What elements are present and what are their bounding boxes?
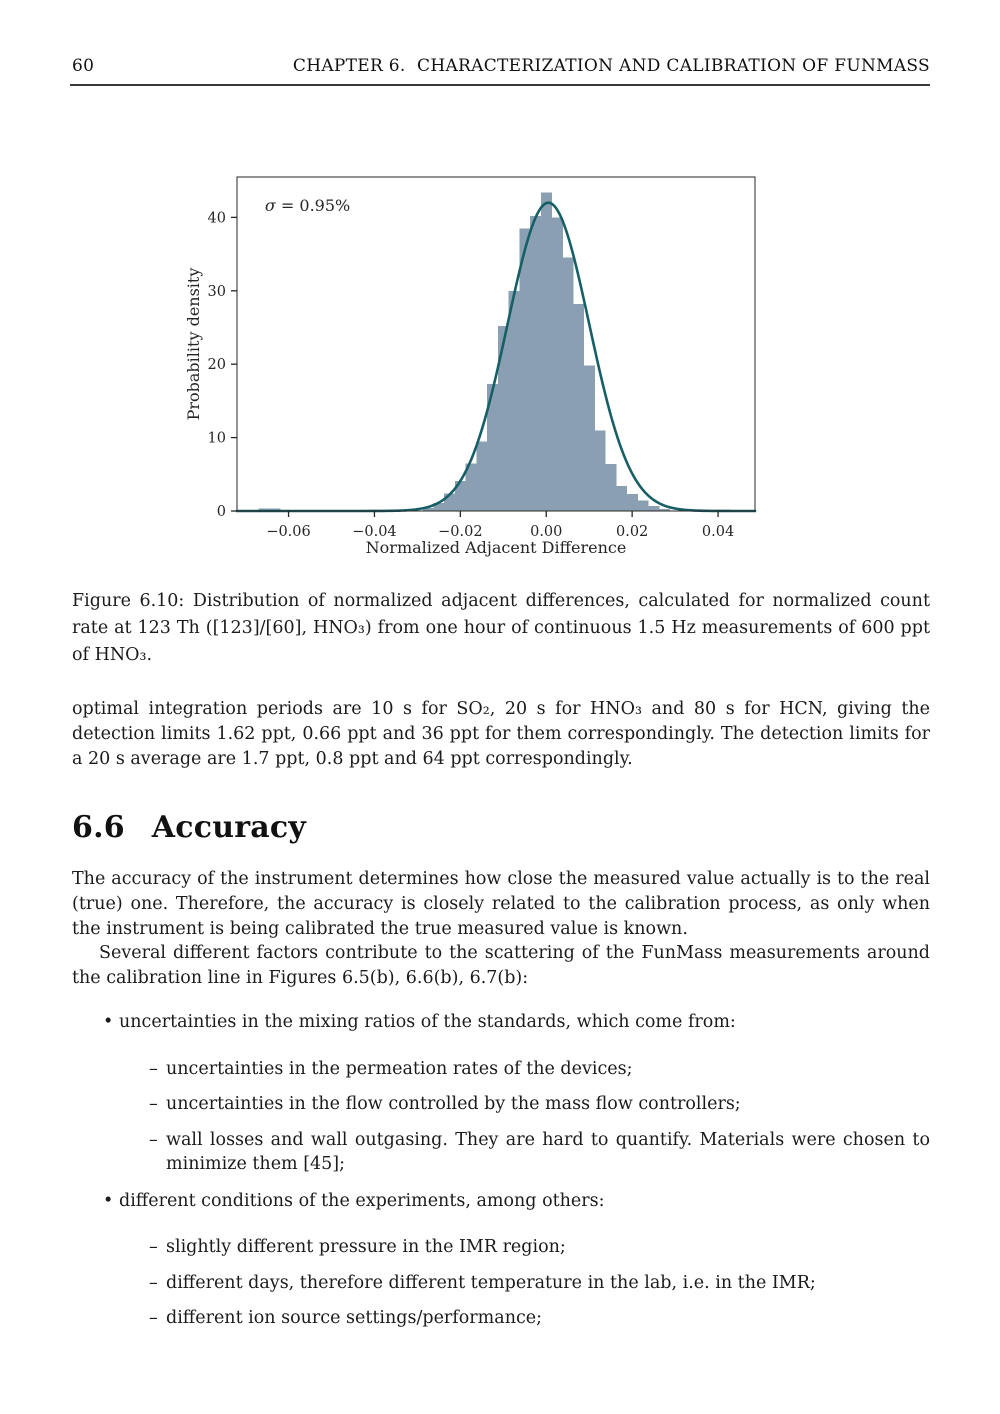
- figure-6-10-chart: [180, 165, 770, 560]
- list-item-text: uncertainties in the permeation rates of the devices;: [166, 1058, 633, 1079]
- histogram-bar: [616, 486, 627, 511]
- x-tick-label: 0.02: [616, 524, 649, 540]
- y-tick-label: 20: [207, 357, 226, 374]
- list-item-text: different ion source settings/performance;: [166, 1308, 543, 1328]
- running-header-title: CHAPTER 6. CHARACTERIZATION AND CALIBRATION OF FUNMASS: [292, 56, 930, 76]
- section-heading-accuracy: [72, 810, 306, 845]
- y-tick-label: 10: [207, 430, 226, 447]
- y-axis-label: Probability density: [184, 267, 203, 421]
- list-item: [72, 1306, 930, 1331]
- figure-caption: [72, 588, 930, 669]
- list-item: [72, 1092, 930, 1117]
- histogram-bar: [627, 494, 638, 511]
- x-tick-label: −0.06: [266, 524, 311, 540]
- x-axis-label: Normalized Adjacent Difference: [365, 538, 627, 557]
- list-item: [72, 1189, 930, 1214]
- histogram-bar: [519, 228, 530, 511]
- histogram-bar: [530, 216, 541, 511]
- sigma-annotation: σ = 0.95%: [264, 195, 351, 215]
- list-item-text: different days, therefore different temperature in the lab, i.e. in the IMR;: [166, 1272, 816, 1293]
- header-rule: [70, 84, 930, 86]
- histogram-bar: [605, 464, 616, 511]
- list-item: [72, 1057, 930, 1082]
- list-item-text: slightly different pressure in the IMR region;: [166, 1237, 566, 1257]
- histogram-bar: [595, 430, 606, 511]
- page-header: [72, 56, 930, 76]
- dash-marker: –: [149, 1272, 158, 1293]
- page-number: 60: [72, 56, 95, 76]
- y-tick-label: 30: [207, 283, 226, 300]
- histogram-bar: [648, 506, 659, 511]
- section-number: 6.6: [72, 810, 125, 845]
- histogram-bar: [562, 258, 573, 511]
- dash-marker: –: [149, 1094, 158, 1114]
- x-tick-label: −0.02: [438, 524, 483, 540]
- bullet-marker: •: [103, 1012, 114, 1032]
- dash-marker: –: [149, 1058, 158, 1079]
- list-item-text: uncertainties in the flow controlled by the mass flow controllers;: [166, 1094, 741, 1114]
- bullet-marker: •: [103, 1190, 114, 1211]
- figure-caption-label: Figure 6.10:: [72, 591, 185, 611]
- histogram-bar: [573, 304, 584, 511]
- histogram-bar: [552, 217, 563, 511]
- histogram-bar: [638, 501, 649, 511]
- list-item: [72, 1128, 930, 1177]
- body-paragraph-detection-limits: optimal integration periods are 10 s for SO₂, 20 s for HNO₃ and 80 s for HCN, giving the detection limits 1.62 ppt, 0.66 ppt and 36 ppt for them correspondingly. The detection limits for a 20 s average are 1.7 ppt, 0.8 ppt and 64 ppt correspondingly.: [72, 699, 930, 769]
- list-item: [72, 1271, 930, 1296]
- figure-caption-text: Distribution of normalized adjacent differences, calculated for normalized count rate at 123 Th ([123]/[60], HNO₃) from one hour of continuous 1.5 Hz measurements of 600 ppt of HNO₃.: [72, 591, 930, 665]
- histogram-bar: [498, 326, 509, 511]
- factors-list: [72, 1010, 930, 1342]
- dash-marker: –: [149, 1237, 158, 1257]
- y-tick-label: 0: [216, 504, 226, 520]
- histogram-bar: [541, 192, 552, 511]
- section-title: Accuracy: [151, 810, 306, 845]
- y-tick-label: 40: [207, 210, 226, 227]
- list-item-text: different conditions of the experiments, among others:: [119, 1190, 605, 1211]
- body-paragraph-accuracy: The accuracy of the instrument determines how close the measured value actually is to the real (true) one. Therefore, the accuracy is closely related to the calibration process, as only when the instrument is being calibrated the true measured value is known.: [72, 869, 930, 939]
- histogram-bar: [584, 366, 595, 511]
- dash-marker: –: [149, 1129, 158, 1150]
- x-tick-label: −0.04: [352, 524, 397, 540]
- list-item-text: uncertainties in the mixing ratios of the standards, which come from:: [119, 1012, 736, 1032]
- x-tick-label: 0.04: [701, 524, 735, 540]
- body-paragraph-factors: Several different factors contribute to the scattering of the FunMass measurements around the calibration line in Figures 6.5(b), 6.6(b), 6.7(b):: [72, 943, 930, 988]
- figure-6-10: [180, 165, 770, 560]
- x-tick-label: 0.00: [530, 524, 563, 540]
- list-item: [72, 1010, 930, 1035]
- list-item: [72, 1235, 930, 1260]
- list-item-text: wall losses and wall outgasing. They are hard to quantify. Materials were chosen to minimize them [45];: [166, 1129, 930, 1174]
- dash-marker: –: [149, 1308, 158, 1328]
- histogram-bar: [476, 441, 487, 511]
- histogram-bar: [509, 291, 520, 511]
